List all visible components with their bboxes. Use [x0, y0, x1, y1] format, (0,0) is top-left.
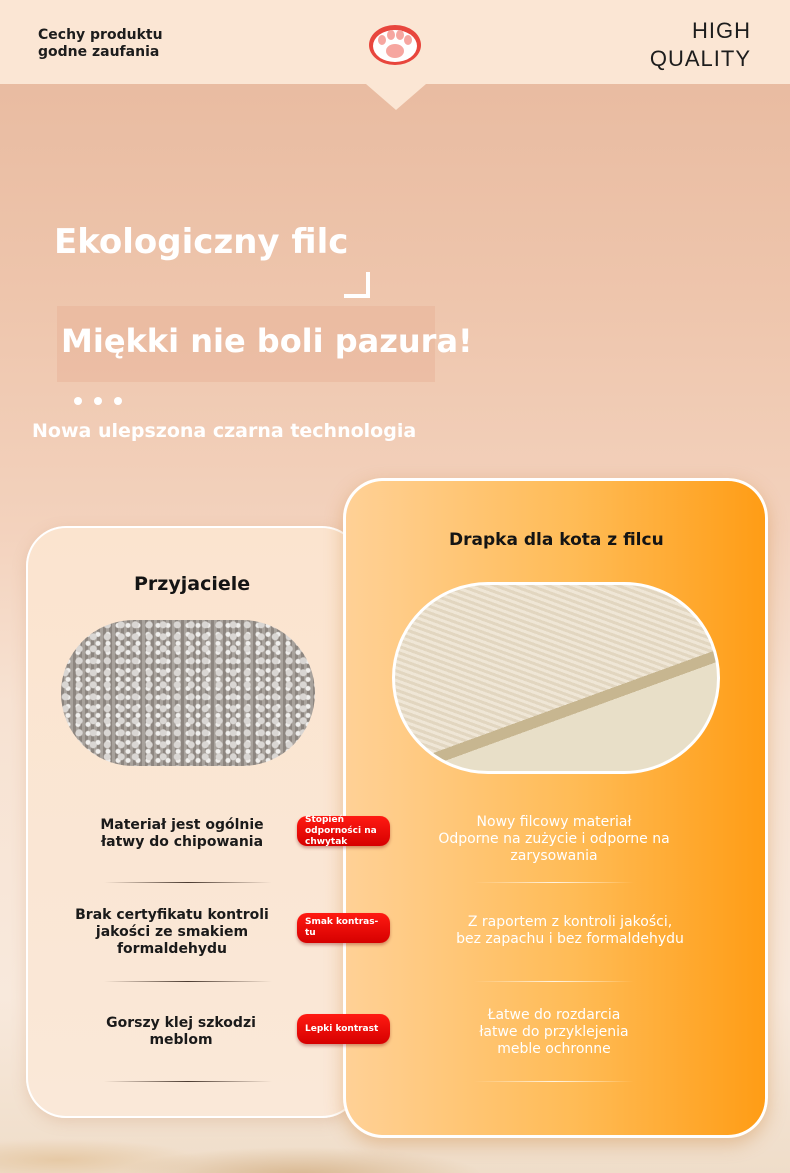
felt-scratcher-image: [392, 582, 720, 774]
header-tagline: [38, 27, 163, 61]
quality-label-line1: HIGH: [692, 18, 751, 43]
contrast-badge: Smak kontras- tu: [297, 913, 390, 943]
quality-label-line2: QUALITY: [649, 46, 751, 71]
dots-decoration: [74, 390, 134, 409]
quality-label: [650, 17, 751, 73]
contrast-badge: Stopień odporności na chwytak: [297, 816, 390, 846]
left-item-1: Materiał jest ogólnie łatwy do chipowania: [100, 817, 264, 850]
hero-subtitle: Miękki nie boli pazura!: [61, 322, 473, 360]
left-separator: [104, 981, 272, 982]
left-item-2: Brak certyfikatu kontroli jakości ze smakiem formaldehydu: [75, 907, 269, 957]
corner-decoration: [344, 272, 370, 298]
header-tagline-line2: godne zaufania: [38, 44, 160, 60]
hero-title: Ekologiczny filc: [54, 222, 349, 262]
left-separator: [104, 1081, 272, 1082]
contrast-badge: Lepki kontrast: [297, 1014, 390, 1044]
header-tagline-line1: Cechy produktu: [38, 27, 163, 43]
header-notch: [366, 84, 426, 110]
header-bar: [0, 0, 790, 84]
right-separator: [474, 981, 634, 982]
sand-dune-background: [0, 1120, 790, 1173]
right-separator: [474, 1081, 634, 1082]
right-card-title: Drapka dla kota z filcu: [449, 530, 664, 550]
right-item-2: Z raportem z kontroli jakości, bez zapachu i bez formaldehydu: [456, 914, 684, 947]
hero-note: Nowa ulepszona czarna technologia: [32, 420, 417, 442]
paw-icon: [367, 20, 423, 66]
left-separator: [104, 882, 272, 883]
cardboard-scratcher-image: [61, 620, 315, 766]
left-item-3: Gorszy klej szkodzi meblom: [106, 1015, 256, 1048]
left-card-title: Przyjaciele: [134, 573, 251, 595]
right-item-1: Nowy filcowy materiał Odporne na zużycie i odporne na zarysowania: [438, 814, 670, 864]
right-item-3: Łatwe do rozdarcia łatwe do przyklejenia meble ochronne: [479, 1007, 629, 1057]
right-separator: [474, 882, 634, 883]
